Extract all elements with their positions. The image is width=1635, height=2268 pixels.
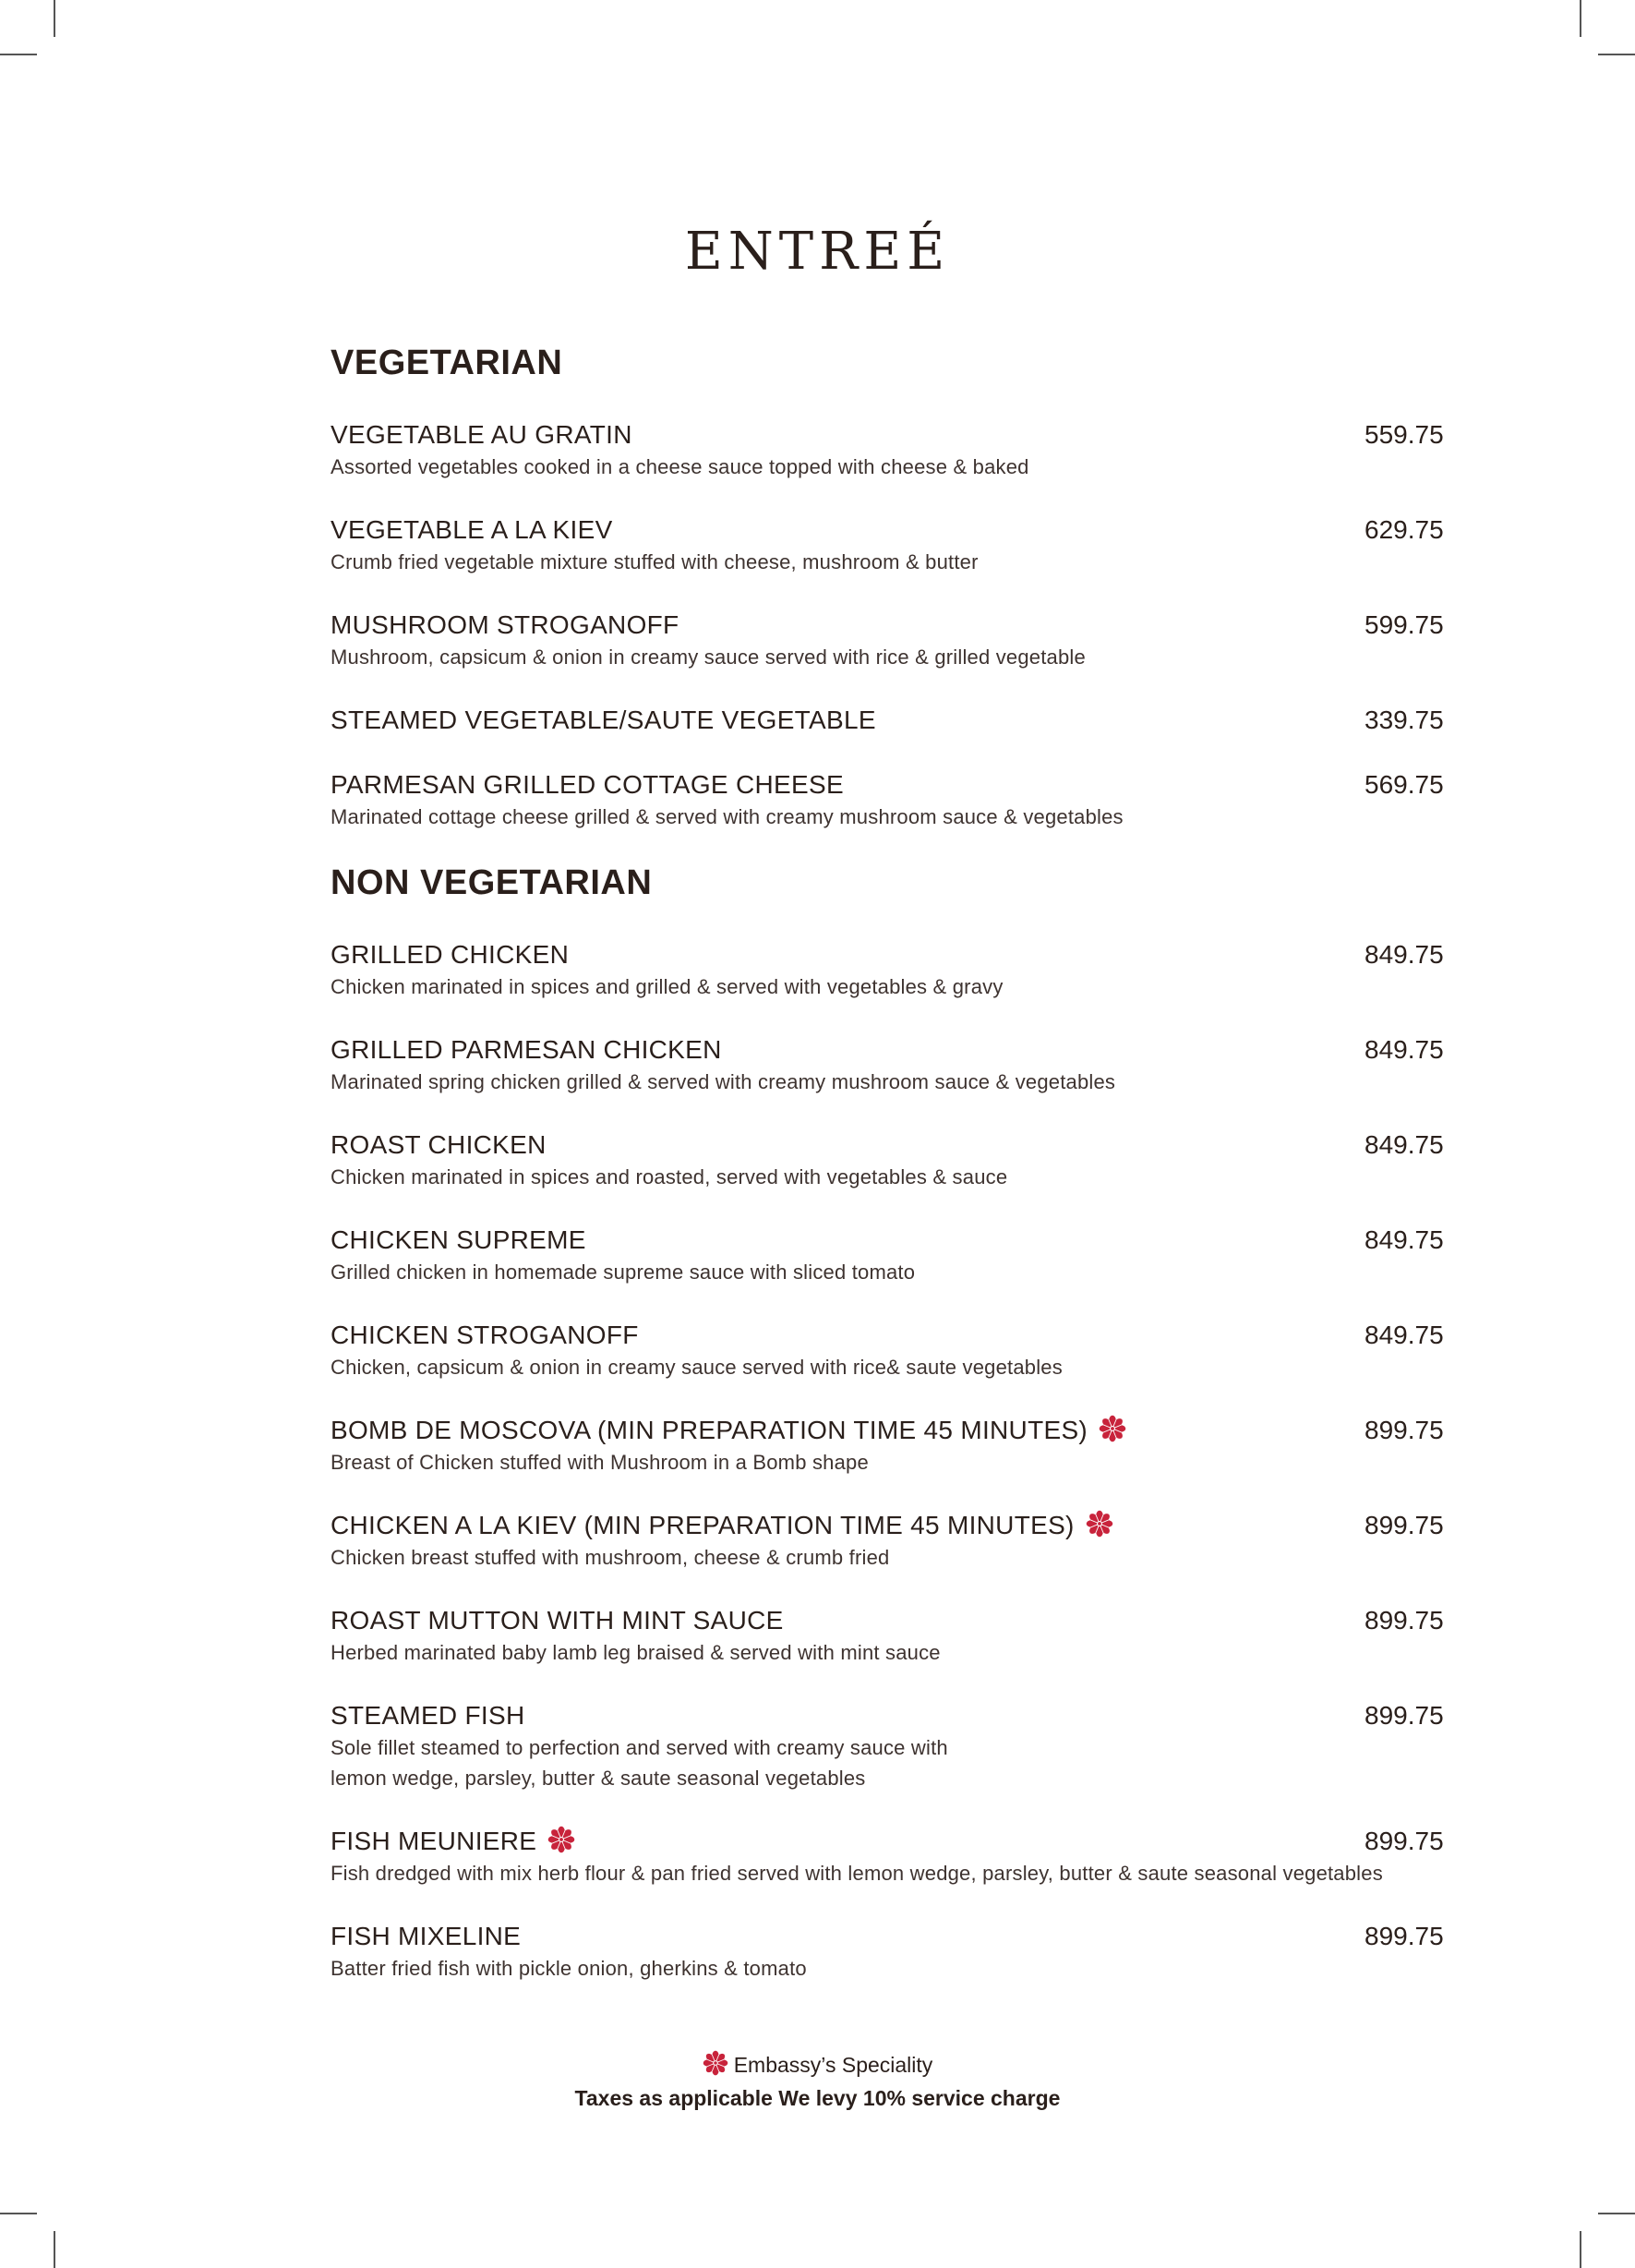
item-name: ROAST CHICKEN: [331, 1130, 547, 1159]
item-name: GRILLED CHICKEN: [331, 940, 570, 969]
menu-item: [331, 704, 1444, 737]
item-price: 849.75: [1365, 1035, 1444, 1064]
menu-item: [331, 609, 1444, 672]
item-description: Marinated spring chicken grilled & served with creamy mushroom sauce & vegetables: [331, 1070, 1116, 1093]
item-price: 899.75: [1365, 1827, 1444, 1855]
item-description: Sole fillet steamed to perfection and served with creamy sauce with lemon wedge, parsley, butter & saute seasonal vegetables: [331, 1736, 948, 1790]
item-price: 849.75: [1365, 1321, 1444, 1349]
item-description: Chicken marinated in spices and roasted, served with vegetables & sauce: [331, 1165, 1008, 1188]
menu-content: [331, 344, 1444, 2015]
crop-mark: [0, 54, 37, 55]
item-description: Chicken marinated in spices and grilled & served with vegetables & gravy: [331, 975, 1004, 998]
item-name: BOMB DE MOSCOVA (MIN PREPARATION TIME 45 MINUTES): [331, 1416, 1088, 1444]
tax-note: Taxes as applicable We levy 10% service charge: [574, 2086, 1061, 2110]
speciality-legend-text: Embassy’s Speciality: [733, 2053, 933, 2077]
item-description: Chicken, capsicum & onion in creamy sauce served with rice& saute vegetables: [331, 1356, 1063, 1379]
crop-mark: [0, 2213, 37, 2214]
red-flower-icon: [547, 1826, 575, 1853]
item-price: 599.75: [1365, 610, 1444, 639]
item-description: Mushroom, capsicum & onion in creamy sauce served with rice & grilled vegetable: [331, 645, 1086, 669]
menu-item: [331, 1604, 1444, 1668]
item-name: VEGETABLE A LA KIEV: [331, 515, 613, 544]
item-price: 569.75: [1365, 770, 1444, 799]
page-title: ENTREÉ: [684, 222, 951, 282]
menu-item: [331, 1128, 1444, 1192]
menu-item: [331, 1699, 1444, 1793]
item-price: 899.75: [1365, 1416, 1444, 1444]
speciality-legend: [0, 2048, 1635, 2081]
menu-item: [331, 1414, 1444, 1478]
menu-item: [331, 418, 1444, 482]
item-name: STEAMED VEGETABLE/SAUTE VEGETABLE: [331, 706, 876, 734]
red-flower-icon: [703, 2050, 728, 2076]
crop-mark: [1598, 54, 1635, 55]
item-description: Fish dredged with mix herb flour & pan fried served with lemon wedge, parsley, butter & saute seasonal vegetables: [331, 1862, 1383, 1885]
item-description: Grilled chicken in homemade supreme sauce with sliced tomato: [331, 1261, 916, 1284]
crop-mark: [1598, 2213, 1635, 2214]
menu-item: [331, 938, 1444, 1002]
item-price: 849.75: [1365, 1130, 1444, 1159]
item-name: VEGETABLE AU GRATIN: [331, 420, 632, 449]
item-name: FISH MIXELINE: [331, 1922, 522, 1950]
section-heading: NON VEGETARIAN: [331, 863, 653, 902]
item-description: Breast of Chicken stuffed with Mushroom in a Bomb shape: [331, 1451, 869, 1474]
red-flower-icon: [703, 2053, 734, 2077]
item-description: Marinated cottage cheese grilled & served with creamy mushroom sauce & vegetables: [331, 805, 1124, 828]
menu-item: [331, 1509, 1444, 1573]
crop-mark: [1580, 0, 1581, 37]
menu-item: [331, 513, 1444, 577]
item-description: Crumb fried vegetable mixture stuffed with cheese, mushroom & butter: [331, 550, 979, 573]
menu-item: [331, 1920, 1444, 1984]
item-description: Batter fried fish with pickle onion, gherkins & tomato: [331, 1957, 807, 1980]
item-price: 899.75: [1365, 1701, 1444, 1730]
crop-mark: [54, 2231, 55, 2268]
item-description: Herbed marinated baby lamb leg braised & served with mint sauce: [331, 1641, 941, 1664]
item-name: STEAMED FISH: [331, 1701, 525, 1730]
menu-item: [331, 1825, 1444, 1888]
item-name: CHICKEN STROGANOFF: [331, 1321, 639, 1349]
item-price: 899.75: [1365, 1922, 1444, 1950]
item-name: MUSHROOM STROGANOFF: [331, 610, 679, 639]
menu-item: [331, 1033, 1444, 1097]
item-name: CHICKEN SUPREME: [331, 1225, 586, 1254]
crop-mark: [1580, 2231, 1581, 2268]
item-name: CHICKEN A LA KIEV (MIN PREPARATION TIME 45 MINUTES): [331, 1511, 1075, 1539]
item-description: Assorted vegetables cooked in a cheese sauce topped with cheese & baked: [331, 455, 1029, 478]
item-price: 629.75: [1365, 515, 1444, 544]
item-name: FISH MEUNIERE: [331, 1827, 537, 1855]
item-name: ROAST MUTTON WITH MINT SAUCE: [331, 1606, 784, 1635]
item-price: 849.75: [1365, 940, 1444, 969]
item-name: PARMESAN GRILLED COTTAGE CHEESE: [331, 770, 844, 799]
red-flower-icon: [1099, 1415, 1126, 1442]
menu-item: [331, 1224, 1444, 1287]
item-price: 849.75: [1365, 1225, 1444, 1254]
section-heading: VEGETARIAN: [331, 344, 563, 382]
item-name: GRILLED PARMESAN CHICKEN: [331, 1035, 722, 1064]
red-flower-icon: [1086, 1510, 1113, 1538]
crop-mark: [54, 0, 55, 37]
item-price: 339.75: [1365, 706, 1444, 734]
menu-item: [331, 768, 1444, 832]
item-price: 899.75: [1365, 1511, 1444, 1539]
footer: [0, 2048, 1635, 2115]
item-price: 559.75: [1365, 420, 1444, 449]
item-price: 899.75: [1365, 1606, 1444, 1635]
menu-item: [331, 1319, 1444, 1382]
item-description: Chicken breast stuffed with mushroom, cheese & crumb fried: [331, 1546, 890, 1569]
